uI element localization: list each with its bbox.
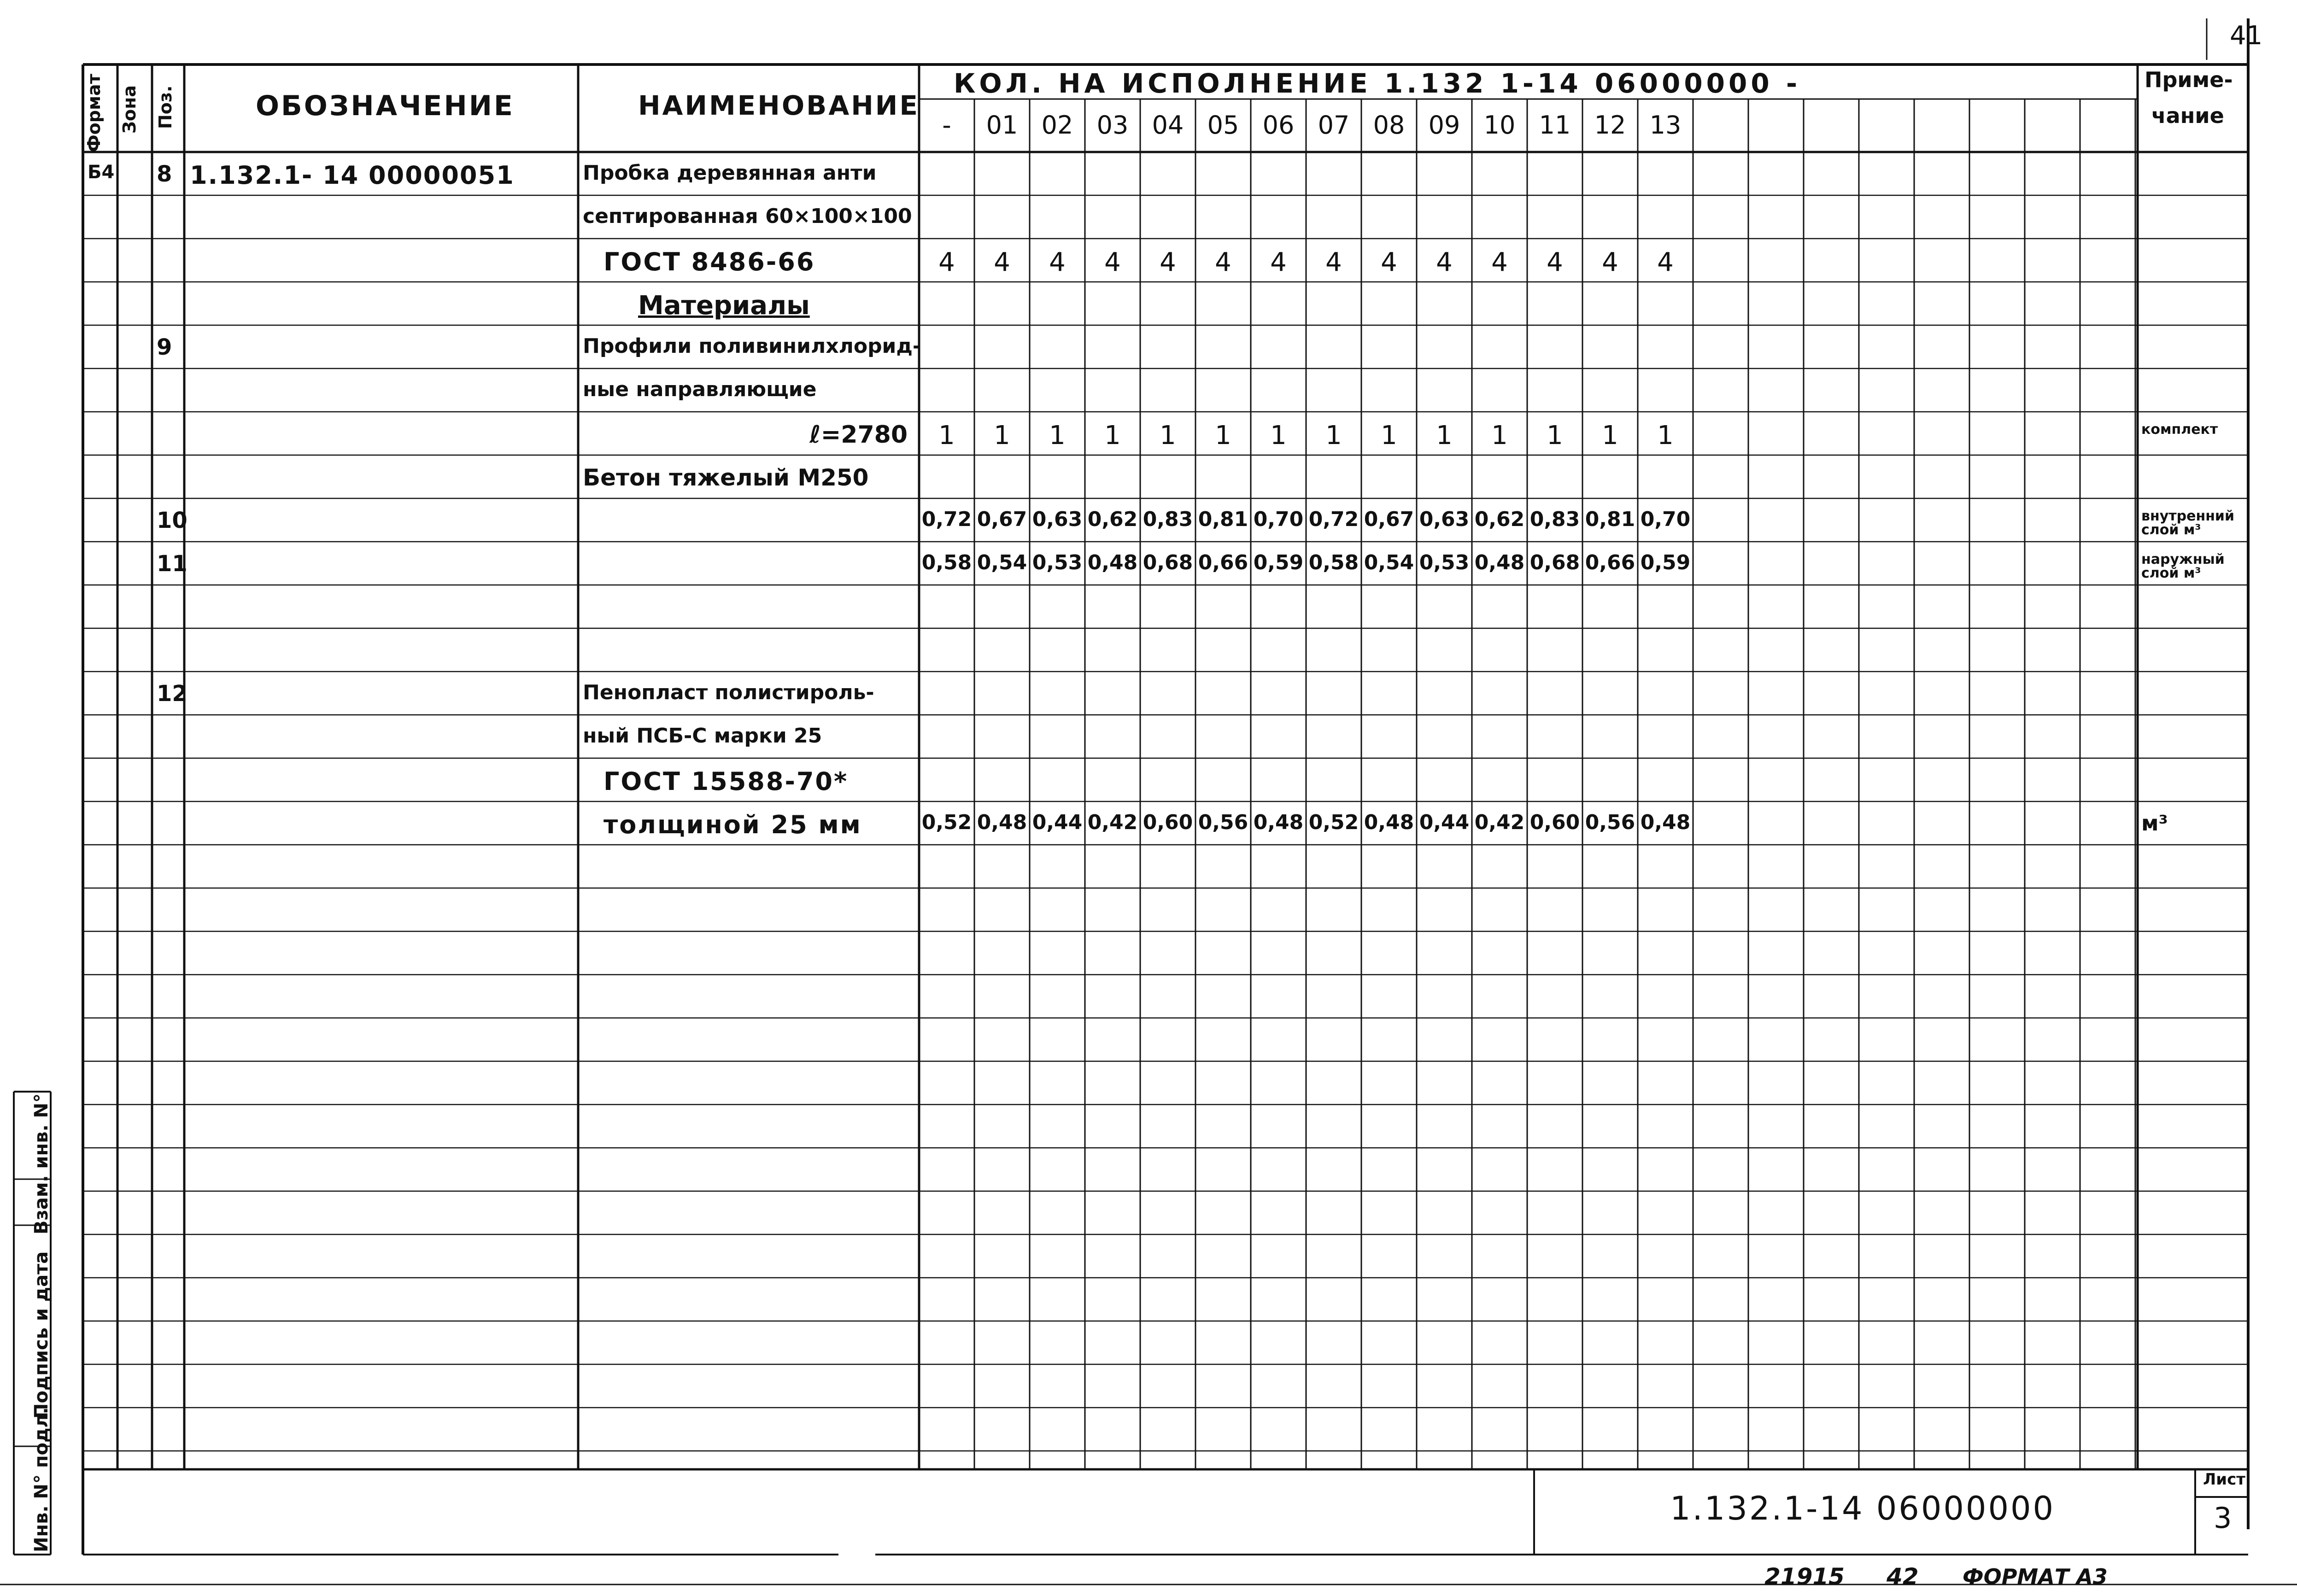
row-format: Б4 [88,162,115,183]
header-zona: Зона [119,85,140,134]
variant-header-11: 11 [1539,111,1571,140]
row-value: 0,81 [1198,508,1248,531]
section-heading-materialy: Материалы [638,291,810,321]
row-value: 1 [1491,421,1508,450]
row-value: 0,42 [1087,811,1138,834]
variant-header-10: 10 [1483,111,1516,140]
row-value: 0,70 [1253,508,1304,531]
row-value: 0,54 [1364,551,1414,574]
row-name: Пробка деревянная анти [583,161,877,185]
row-value: 0,59 [1640,551,1691,574]
row-value: 0,67 [1364,508,1414,531]
row-value: 1 [1547,421,1563,450]
row-name: Бетон тяжелый М250 [583,464,869,491]
row-value: 1 [1325,421,1342,450]
row-value: 0,52 [921,811,972,834]
variant-header-05: 05 [1207,111,1239,140]
header-kol: КОЛ. НА ИСПОЛНЕНИЕ 1.132 1-14 06000000 - [954,68,1801,99]
row-note: внутренний слой м³ [2141,508,2234,538]
row-value: 0,62 [1087,508,1138,531]
row-value: 0,44 [1419,811,1470,834]
row-value: 1 [1657,421,1674,450]
variant-header-06: 06 [1262,111,1295,140]
row-value: 4 [1325,247,1342,277]
header-primechanie-1: Приме- [2145,67,2233,92]
row-value: 0,66 [1198,551,1248,574]
title-code: 1.132.1-14 06000000 [1670,1490,2056,1527]
variant-header-07: 07 [1318,111,1350,140]
row-value: 0,53 [1032,551,1083,574]
title-list-number: 3 [2214,1501,2232,1535]
row-poz: 9 [157,334,172,360]
row-value: 0,52 [1308,811,1359,834]
row-value: 0,44 [1032,811,1083,834]
row-value: 0,83 [1529,508,1580,531]
footer-stamp-num: 21915 [1764,1563,1845,1590]
row-value: 0,70 [1640,508,1691,531]
row-value: 0,48 [1640,811,1691,834]
row-value: 0,62 [1474,508,1525,531]
row-value: 0,68 [1143,551,1193,574]
stamp-vzam: Взам. инв. N° [31,1093,52,1234]
variant-header-08: 08 [1373,111,1405,140]
row-value: 1 [1215,421,1231,450]
row-value: 0,72 [921,508,972,531]
row-name: Пенопласт полистироль- [583,681,874,704]
row-note: м³ [2141,811,2168,836]
variant-header-02: 02 [1041,111,1073,140]
row-value: 1 [1270,421,1287,450]
row-value: 0,48 [1253,811,1304,834]
row-poz: 11 [157,551,188,577]
row-oboznachenie: 1.132.1- 14 00000051 [190,161,515,190]
row-name: ные направляющие [583,378,817,401]
header-oboznachenie: ОБОЗНАЧЕНИЕ [256,90,515,122]
row-name: ГОСТ 15588-70* [604,767,849,796]
row-value: 0,72 [1308,508,1359,531]
row-name: Профили поливинилхлорид- [583,334,921,358]
variant-header-base: - [942,111,951,140]
row-value: 4 [1381,247,1397,277]
row-poz: 12 [157,681,188,707]
row-name: септированная 60×100×100 [583,205,912,228]
row-value: 0,60 [1143,811,1193,834]
row-value: 0,54 [977,551,1027,574]
row-value: 0,66 [1585,551,1635,574]
footer-stamp-page: 42 [1887,1563,1919,1590]
row-value: 4 [1104,247,1121,277]
row-note: комплект [2141,421,2218,438]
row-value: 4 [938,247,955,277]
row-value: 0,56 [1198,811,1248,834]
page-number: 41 [2230,21,2263,51]
row-name: толщиной 25 мм [604,810,862,839]
row-value: 4 [1270,247,1287,277]
row-value: 4 [1436,247,1453,277]
row-value: 0,48 [1474,551,1525,574]
row-value: 0,63 [1419,508,1470,531]
stamp-inv-podl: Инв. N° подл. [31,1407,52,1552]
row-value: 0,81 [1585,508,1635,531]
row-value: 4 [1602,247,1618,277]
header-primechanie-2: чание [2151,103,2224,128]
header-naimenovanie: НАИМЕНОВАНИЕ [638,90,920,121]
row-value: 1 [994,421,1010,450]
row-value: 0,56 [1585,811,1635,834]
row-value: 4 [1491,247,1508,277]
row-value: 1 [1104,421,1121,450]
row-value: 0,59 [1253,551,1304,574]
row-name: ГОСТ 8486-66 [604,247,815,276]
row-value: 0,48 [1087,551,1138,574]
row-value: 0,60 [1529,811,1580,834]
variant-header-03: 03 [1096,111,1129,140]
row-value: 4 [1049,247,1066,277]
header-format: Формат [84,74,104,152]
variant-header-13: 13 [1649,111,1682,140]
row-value: 1 [938,421,955,450]
row-name: ный ПСБ-С марки 25 [583,724,822,748]
footer-format-label: ФОРМАТ А3 [1963,1564,2108,1589]
row-value: 4 [1215,247,1231,277]
row-poz: 8 [157,161,172,187]
row-value: 0,42 [1474,811,1525,834]
row-value: 0,58 [1308,551,1359,574]
row-value: 0,48 [1364,811,1414,834]
stamp-podpis: Подпись и дата [31,1251,52,1419]
row-name: ℓ=2780 [809,421,908,449]
row-value: 0,53 [1419,551,1470,574]
row-note: наружный слой м³ [2141,551,2225,581]
row-value: 1 [1160,421,1176,450]
row-value: 0,48 [977,811,1027,834]
row-value: 0,68 [1529,551,1580,574]
variant-header-12: 12 [1594,111,1626,140]
row-value: 4 [1657,247,1674,277]
row-value: 0,58 [921,551,972,574]
row-value: 1 [1436,421,1453,450]
title-list-label: Лист [2203,1470,2245,1489]
row-value: 0,83 [1143,508,1193,531]
row-value: 4 [1160,247,1176,277]
row-value: 4 [1547,247,1563,277]
row-value: 1 [1602,421,1618,450]
row-poz: 10 [157,508,188,533]
row-value: 0,63 [1032,508,1083,531]
row-value: 0,67 [977,508,1027,531]
variant-header-04: 04 [1152,111,1184,140]
variant-header-01: 01 [986,111,1018,140]
row-value: 1 [1049,421,1066,450]
variant-header-09: 09 [1428,111,1460,140]
row-value: 4 [994,247,1010,277]
header-poz: Поз. [155,85,176,129]
row-value: 1 [1381,421,1397,450]
